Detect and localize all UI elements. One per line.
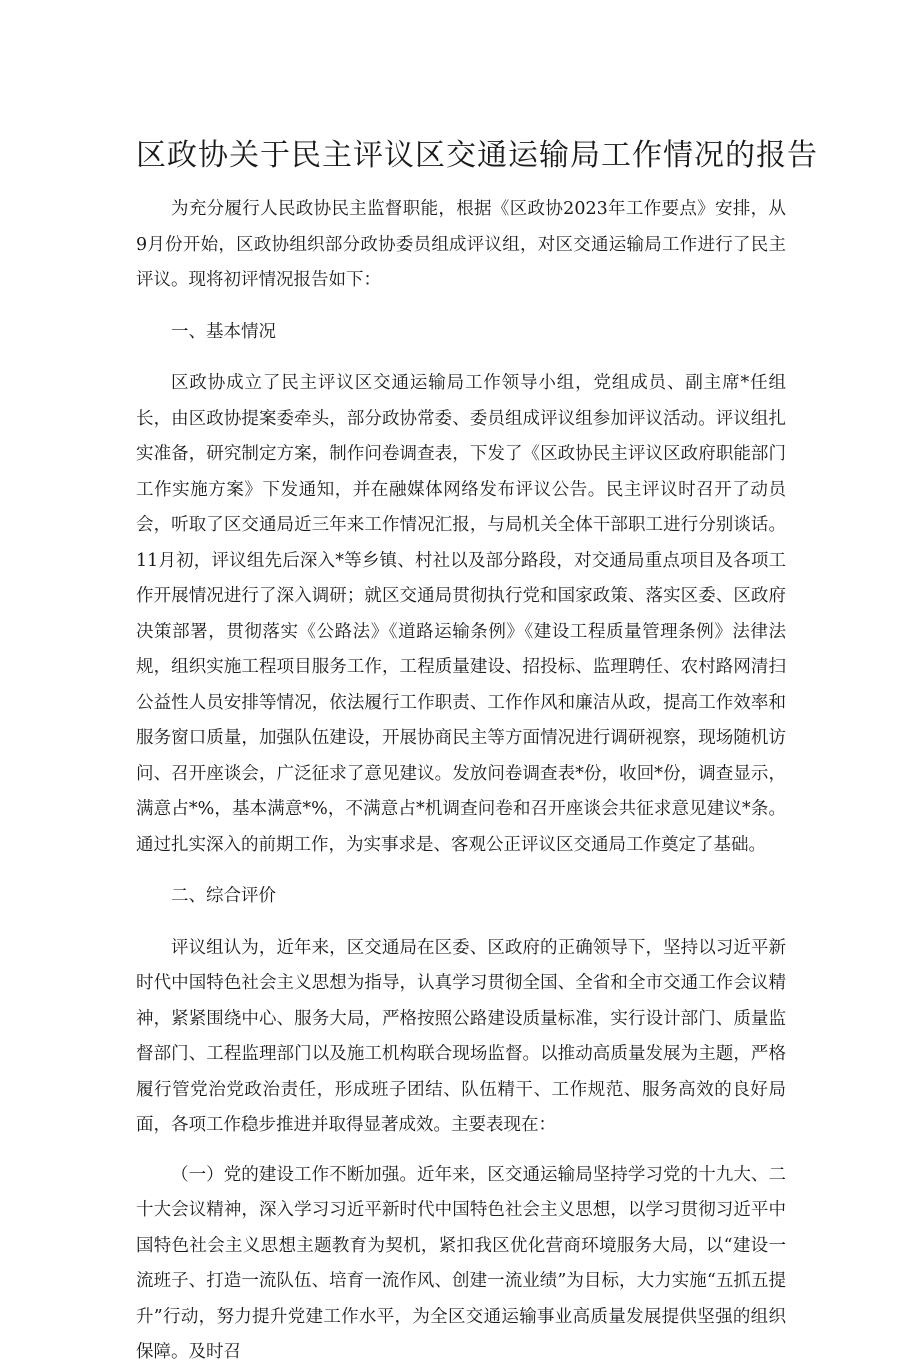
document-body (136, 192, 786, 1371)
intro-paragraph: 为充分履行人民政协民主监督职能，根据《区政协2023年工作要点》安排，从9月份开始，区政协组织部分政协委员组成评议组，对区交通运输局工作进行了民主评议。现将初评情况报告如下： (136, 199, 786, 290)
section-heading-evaluation: 二、综合评价 (171, 886, 276, 906)
section-basic-paragraph: 区政协成立了民主评议区交通运输局工作领导小组，党组成员、副主席*任组长，由区政协提案委牵头，部分政协常委、委员组成评议组参加评议活动。评议组扎实准备，研究制定方案，制作问卷调查表，下发了《区政协民主评议区政府职能部门工作实施方案》下发通知，并在融媒体网络发布评议公告。民主评议时召开了动员会，听取了区交通局近三年来工作情况汇报，与局机关全体干部职工进行分别谈话。11月初，评议组先后深入*等乡镇、村社以及部分路段，对交通局重点项目及各项工作开展情况进行了深入调研；就区交通局贯彻执行党和国家政策、落实区委、区政府决策部署，贯彻落实《公路法》《道路运输条例》《建设工程质量管理条例》法律法规，组织实施工程项目服务工作，工程质量建设、招投标、监理聘任、农村路网清扫公益性人员安排等情况，依法履行工作职责、工作作风和廉洁从政，提高工作效率和服务窗口质量，加强队伍建设，开展协商民主等方面情况进行调研视察，现场随机访问、召开座谈会，广泛征求了意见建议。发放问卷调查表*份，收回*份，调查显示，满意占*%，基本满意*%，不满意占*机调查问卷和召开座谈会共征求意见建议*条。通过扎实深入的前期工作，为实事求是、客观公正评议区交通局工作奠定了基础。 (136, 373, 786, 855)
document-title: 区政协关于民主评议区交通运输局工作情况的报告 (136, 138, 818, 173)
section-evaluation-paragraph: 评议组认为，近年来，区交通局在区委、区政府的正确领导下，坚持以习近平新时代中国特色社会主义思想为指导，认真学习贯彻全国、全省和全市交通工作会议精神，紧紧围绕中心、服务大局，严格按照公路建设质量标准，实行设计部门、质量监督部门、工程监理部门以及施工机构联合现场监督。以推动高质量发展为主题，严格履行管党治党政治责任，形成班子团结、队伍精干、工作规范、服务高效的良好局面，各项工作稳步推进并取得显著成效。主要表现在： (136, 937, 786, 1135)
section-heading-basic: 一、基本情况 (171, 321, 276, 342)
subsection-party-building-paragraph: （一）党的建设工作不断加强。近年来，区交通运输局坚持学习党的十九大、二十大会议精神，深入学习习近平新时代中国特色社会主义思想，以学习贯彻习近平中国特色社会主义思想主题教育为契机，紧扣我区优化营商环境服务大局，以“建设一流班子、打造一流队伍、培育一流作风、创建一流业绩”为目标，大力实施“五抓五提升”行动，努力提升党建工作水平，为全区交通运输事业高质量发展提供坚强的组织保障。及时召 (136, 1164, 786, 1362)
